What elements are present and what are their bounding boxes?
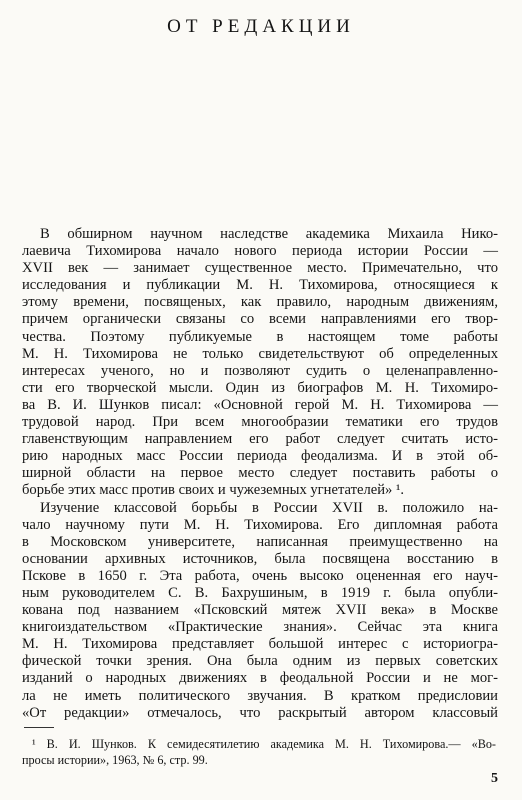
page-title: ОТ РЕДАКЦИИ (167, 16, 355, 37)
text-line: ва В. И. Шунков писал: «Основной герой М. Н. Тихомирова — (22, 396, 498, 413)
text-line: сти его творческой мысли. Один из биографов М. Н. Тихомиро- (22, 379, 498, 396)
text-line: М. Н. Тихомирова представляет большой интерес с историогра- (22, 636, 498, 653)
footnote-line: просы истории», 1963, № 6, стр. 99. (22, 752, 208, 767)
text-line: «От редакции» отмечалось, что раскрытый автором классовый (22, 704, 498, 721)
text-line: фической точки зрения. Она была одним из первых советских (22, 653, 498, 670)
text-line: рию народных масс России периода феодализма. И в этой об- (22, 448, 498, 465)
text-line: исследования и публикации М. Н. Тихомирова, относящиеся к (22, 277, 498, 294)
text-line: борьбе этих масс против своих и чужеземных угнетателей» ¹. (22, 482, 405, 499)
footnote-divider (24, 727, 54, 728)
text-line: чало научному пути М. Н. Тихомирова. Его дипломная работа (22, 516, 498, 533)
text-line: ла не иметь политического звучания. В кратком предисловии (22, 687, 498, 704)
text-line: главенствующим направлением его работ следует считать исто- (22, 431, 498, 448)
text-line: В обширном научном наследстве академика Михаила Нико- (40, 226, 498, 242)
text-line: причем органически связаны со всеми направлениями его твор- (22, 311, 498, 328)
text-line: Пскове в 1650 г. Эта работа, очень высоко оцененная его науч- (22, 567, 498, 584)
footnote (22, 737, 496, 768)
text-line: изданий о народных движениях в феодальной России и не мог- (22, 670, 498, 687)
text-line: лаевича Тихомирова начало нового периода истории России — (22, 243, 498, 260)
text-line: основании архивных источников, была посвящена восстанию в (22, 550, 498, 567)
text-line: ширной области на первое место следует поставить работы о (22, 465, 498, 482)
text-line: М. Н. Тихомирова не только свидетельствуют об определенных (22, 345, 498, 362)
text-line: ным руководителем С. В. Бахрушиным, в 1919 г. была опубли- (22, 584, 498, 601)
text-line: чества. Поэтому публикуемые в настоящем томе работы (22, 328, 498, 345)
text-line: книгоиздательством «Практические знания». Сейчас эта книга (22, 619, 498, 636)
text-line: трудовой народ. При всем многообразии тематики его трудов (22, 414, 498, 431)
page-number: 5 (491, 771, 498, 786)
text-line: XVII век — занимает существенное место. Примечательно, что (22, 260, 498, 277)
text-line: Изучение классовой борьбы в России XVII в. положило на- (40, 499, 498, 516)
text-line: интересах ученого, но и позволяют судить о целенаправленно- (22, 362, 498, 379)
footnote-line: ¹ В. И. Шунков. К семидесятилетию академика М. Н. Тихомирова.— «Во- (32, 737, 496, 751)
text-line: в Московском университете, написанная преимущественно на (22, 533, 498, 550)
text-line: кована под названием «Псковский мятеж XVII века» в Москве (22, 602, 498, 619)
text-line: этому времени, посвященых, как правило, народным движениям, (22, 294, 498, 311)
main-text (22, 226, 498, 722)
